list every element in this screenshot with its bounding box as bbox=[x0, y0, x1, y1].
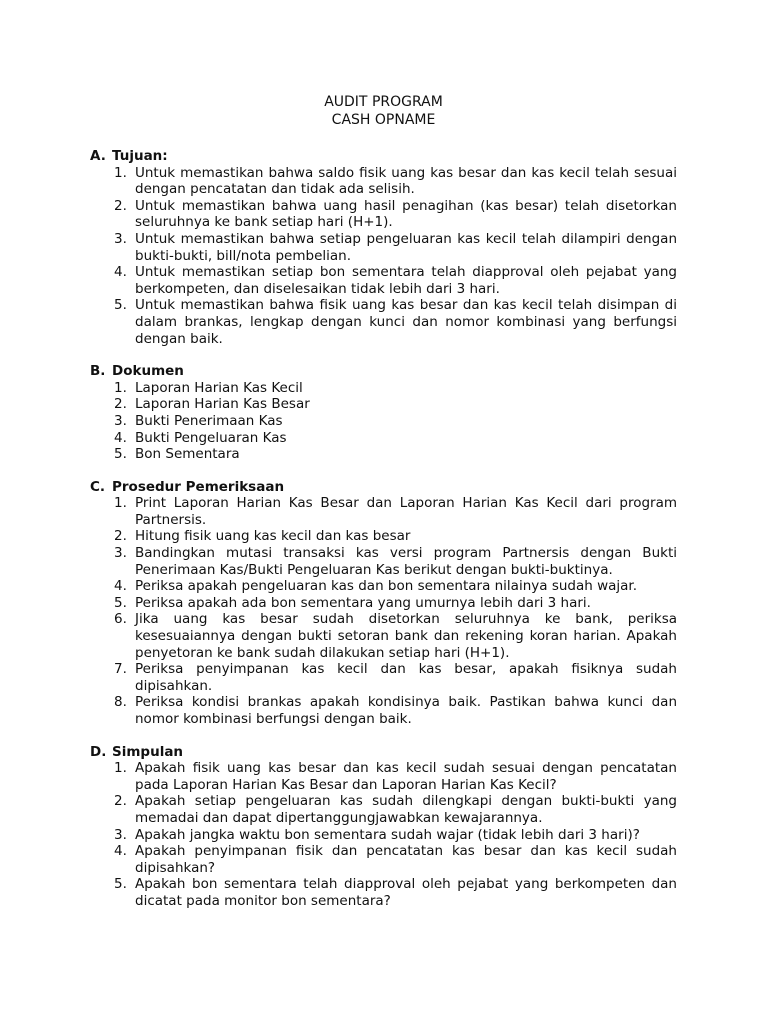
list-item-text: Bukti Penerimaan Kas bbox=[135, 412, 283, 429]
list-item-text: Untuk memastikan setiap bon sementara telah diapproval oleh pejabat yang berkompeten, dan diselesaikan tidak lebih dari 3 hari. bbox=[135, 264, 677, 297]
section-heading bbox=[90, 479, 677, 496]
list-item bbox=[114, 876, 677, 909]
list-item bbox=[114, 430, 677, 447]
list-item-number: 2. bbox=[114, 396, 127, 413]
list-item-number: 1. bbox=[114, 760, 127, 777]
list-item-text: Bandingkan mutasi transaksi kas versi program Partnersis dengan Bukti Penerimaan Kas/Bukti Pengeluaran Kas berikut dengan bukti-buktinya. bbox=[135, 545, 677, 578]
list-item bbox=[114, 495, 677, 528]
list-item-number: 4. bbox=[114, 843, 127, 860]
section-list bbox=[90, 165, 677, 348]
list-item-text: Untuk memastikan bahwa setiap pengeluaran kas kecil telah dilampiri dengan bukti-bukti, bill/nota pembelian. bbox=[135, 230, 677, 264]
section-1 bbox=[90, 148, 677, 347]
list-item-text: Untuk memastikan bahwa fisik uang kas besar dan kas kecil telah disimpan di dalam brankas, lengkap dengan kunci dan nomor kombinasi yang berfungsi dengan baik. bbox=[135, 297, 677, 347]
list-item-number: 2. bbox=[114, 793, 127, 810]
list-item-text: Bon Sementara bbox=[135, 446, 240, 463]
section-heading-text: Simpulan bbox=[112, 743, 184, 760]
list-item bbox=[114, 413, 677, 430]
list-item-number: 1. bbox=[114, 495, 127, 512]
list-item bbox=[114, 694, 677, 727]
list-item-number: 5. bbox=[114, 297, 127, 314]
list-item-number: 3. bbox=[114, 230, 127, 247]
section-heading-text: Tujuan: bbox=[112, 148, 168, 164]
list-item bbox=[114, 446, 677, 463]
list-item bbox=[114, 578, 677, 595]
sections-container bbox=[90, 148, 677, 910]
list-item bbox=[114, 827, 677, 844]
list-item bbox=[114, 165, 677, 198]
list-item bbox=[114, 380, 677, 397]
list-item-number: 2. bbox=[114, 528, 127, 545]
list-item-number: 4. bbox=[114, 429, 127, 446]
title-block bbox=[90, 93, 677, 129]
list-item bbox=[114, 198, 677, 231]
list-item bbox=[114, 843, 677, 876]
list-item-text: Print Laporan Harian Kas Besar dan Laporan Harian Kas Kecil dari program Partnersis. bbox=[135, 495, 677, 528]
list-item bbox=[114, 231, 677, 264]
list-item-number: 5. bbox=[114, 876, 127, 893]
section-list bbox=[90, 760, 677, 909]
list-item-text: Laporan Harian Kas Kecil bbox=[135, 379, 303, 396]
section-heading bbox=[90, 363, 677, 380]
list-item bbox=[114, 793, 677, 826]
list-item-number: 2. bbox=[114, 197, 127, 214]
list-item-text: Laporan Harian Kas Besar bbox=[135, 396, 310, 413]
list-item-number: 7. bbox=[114, 661, 127, 678]
list-item-text: Periksa penyimpanan kas kecil dan kas besar, apakah fisiknya sudah dipisahkan. bbox=[135, 661, 677, 694]
list-item bbox=[114, 595, 677, 612]
list-item-text: Jika uang kas besar sudah disetorkan seluruhnya ke bank, periksa kesesuaiannya dengan bukti setoran bank dan rekening koran harian. Apakah penyetoran ke bank sudah dilakukan setiap hari (H+1). bbox=[135, 611, 677, 661]
list-item-text: Apakah setiap pengeluaran kas sudah dilengkapi dengan bukti-bukti yang memadai dan dapat dipertanggungjawabkan kewajarannya. bbox=[135, 793, 677, 826]
section-letter: B. bbox=[90, 363, 106, 380]
list-item-number: 1. bbox=[114, 379, 127, 396]
section-heading bbox=[90, 148, 677, 165]
list-item-text: Bukti Pengeluaran Kas bbox=[135, 429, 287, 446]
section-letter: D. bbox=[90, 743, 107, 760]
list-item-text: Apakah penyimpanan fisik dan pencatatan kas besar dan kas kecil sudah dipisahkan? bbox=[135, 843, 677, 876]
list-item-number: 3. bbox=[114, 826, 127, 843]
section-letter: A. bbox=[90, 148, 106, 164]
list-item bbox=[114, 528, 677, 545]
list-item-number: 3. bbox=[114, 545, 127, 562]
list-item-number: 6. bbox=[114, 611, 127, 628]
list-item-text: Hitung fisik uang kas kecil dan kas besar bbox=[135, 528, 411, 545]
list-item-text: Untuk memastikan bahwa uang hasil penagihan (kas besar) telah disetorkan seluruhnya ke bank setiap hari (H+1). bbox=[135, 197, 677, 231]
list-item-number: 1. bbox=[114, 164, 127, 181]
section-list bbox=[90, 380, 677, 463]
list-item-number: 4. bbox=[114, 578, 127, 595]
list-item-text: Apakah fisik uang kas besar dan kas kecil sudah sesuai dengan pencatatan pada Laporan Harian Kas Besar dan Laporan Harian Kas Kecil? bbox=[135, 760, 677, 793]
list-item-text: Periksa apakah pengeluaran kas dan bon sementara nilainya sudah wajar. bbox=[135, 578, 638, 595]
list-item-number: 8. bbox=[114, 694, 127, 711]
list-item-text: Periksa kondisi brankas apakah kondisinya baik. Pastikan bahwa kunci dan nomor kombinasi berfungsi dengan baik. bbox=[135, 694, 677, 727]
list-item bbox=[114, 760, 677, 793]
list-item bbox=[114, 611, 677, 661]
list-item-number: 4. bbox=[114, 264, 127, 281]
list-item bbox=[114, 545, 677, 578]
document-subtitle: CASH OPNAME bbox=[331, 112, 436, 128]
section-list bbox=[90, 495, 677, 727]
list-item bbox=[114, 661, 677, 694]
list-item-text: Apakah jangka waktu bon sementara sudah wajar (tidak lebih dari 3 hari)? bbox=[135, 826, 640, 843]
section-3 bbox=[90, 479, 677, 728]
list-item bbox=[114, 264, 677, 297]
document-page bbox=[90, 93, 677, 926]
section-heading-text: Dokumen bbox=[112, 363, 184, 380]
section-2 bbox=[90, 363, 677, 463]
list-item-number: 3. bbox=[114, 412, 127, 429]
section-heading bbox=[90, 744, 677, 761]
list-item-number: 5. bbox=[114, 446, 127, 463]
list-item-text: Untuk memastikan bahwa saldo fisik uang kas besar dan kas kecil telah sesuai dengan pencatatan dan tidak ada selisih. bbox=[135, 164, 677, 198]
list-item bbox=[114, 297, 677, 347]
section-letter: C. bbox=[90, 478, 106, 495]
section-4 bbox=[90, 744, 677, 910]
list-item-text: Apakah bon sementara telah diapproval oleh pejabat yang berkompeten dan dicatat pada monitor bon sementara? bbox=[135, 876, 677, 909]
list-item-number: 5. bbox=[114, 594, 127, 611]
list-item bbox=[114, 396, 677, 413]
document-title: AUDIT PROGRAM bbox=[324, 94, 443, 110]
list-item-text: Periksa apakah ada bon sementara yang umurnya lebih dari 3 hari. bbox=[135, 594, 591, 611]
section-heading-text: Prosedur Pemeriksaan bbox=[112, 478, 285, 495]
